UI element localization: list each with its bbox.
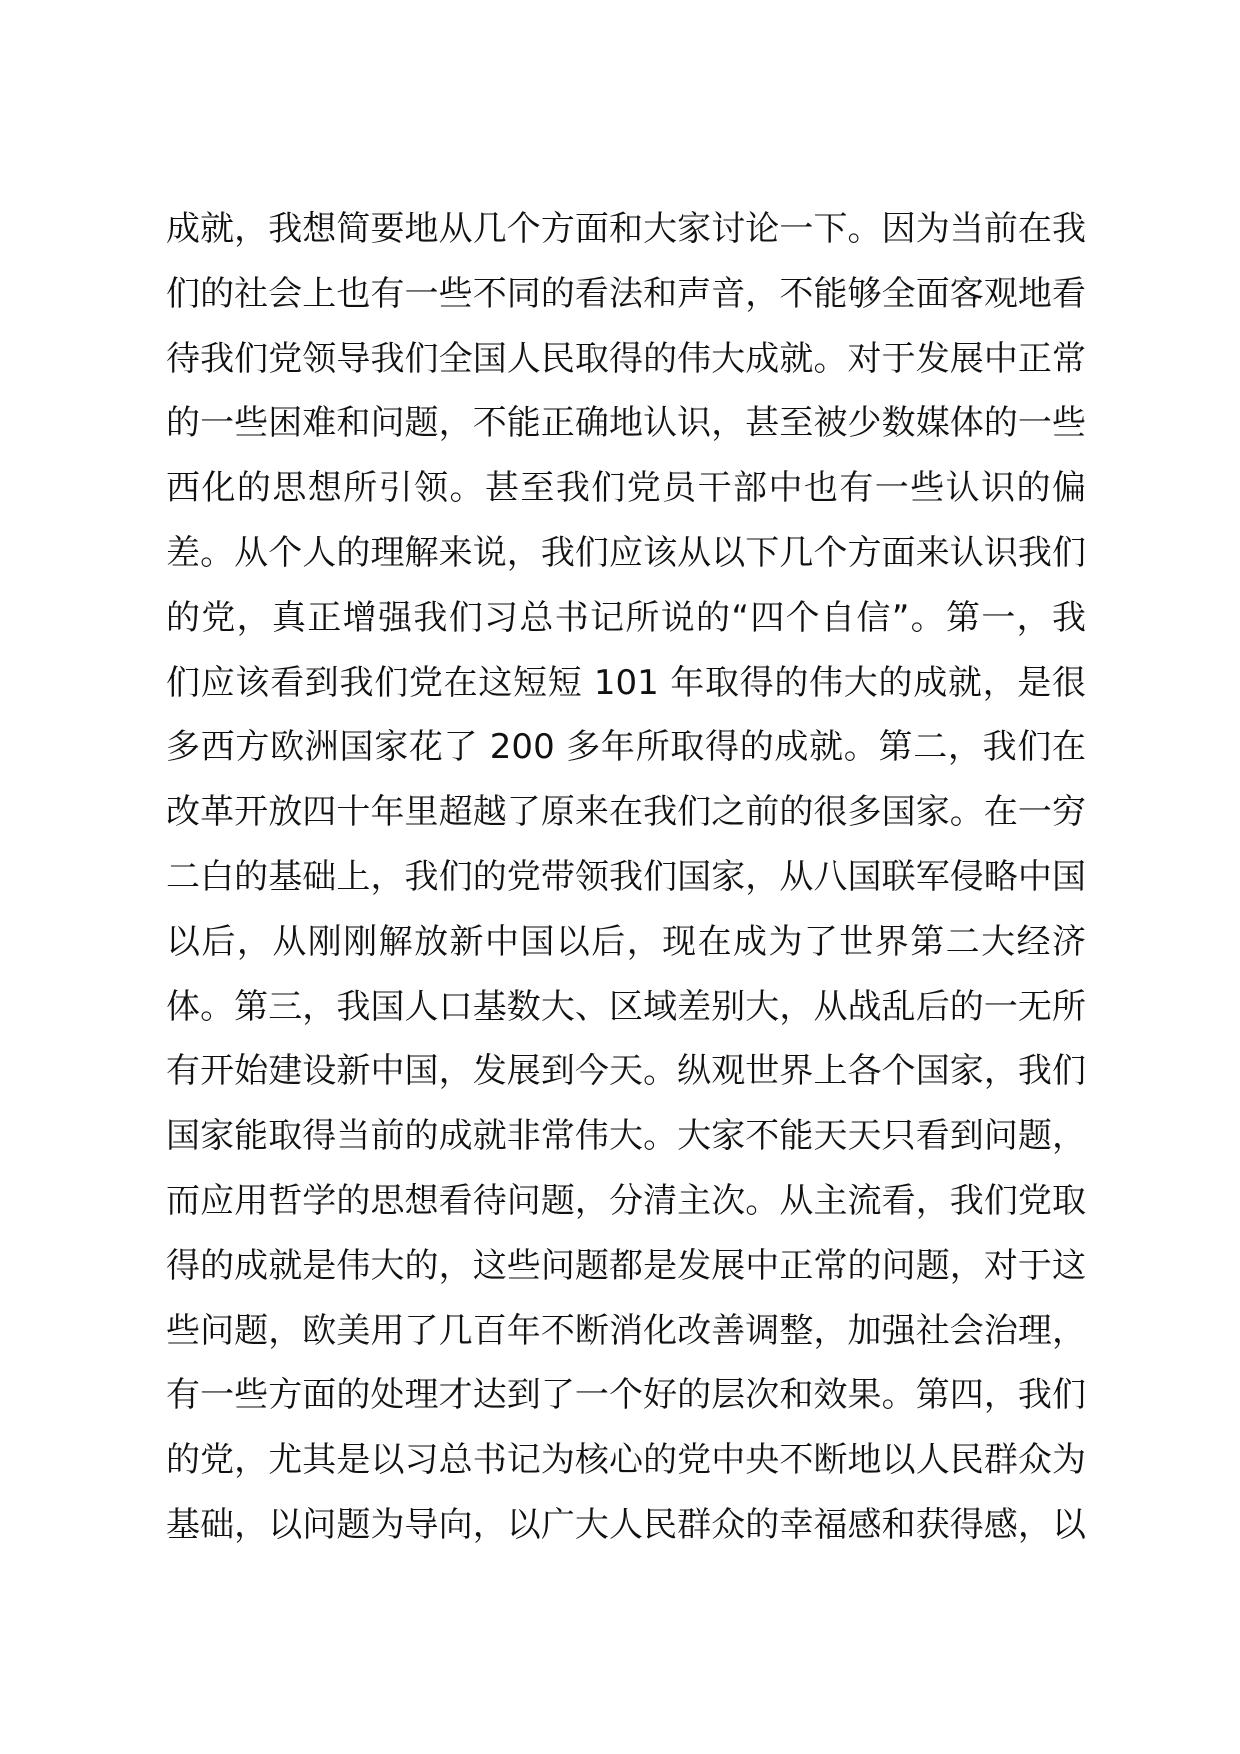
text-line: 的党，尤其是以习总书记为核心的党中央不断地以人民群众为 [166,1440,1086,1481]
text-line: 有开始建设新中国，发展到今天。纵观世界上各个国家，我们 [166,1051,1086,1092]
text-line: 有一些方面的处理才达到了一个好的层次和效果。第四，我们 [166,1375,1086,1416]
text-line: 国家能取得当前的成就非常伟大。大家不能天天只看到问题， [166,1116,1086,1157]
text-line: 体。第三，我国人口基数大、区域差别大，从战乱后的一无所 [166,986,1086,1027]
text-line: 二白的基础上，我们的党带领我们国家，从八国联军侵略中国 [166,856,1086,897]
text-line: 多西方欧洲国家花了 200 多年所取得的成就。第二，我们在 [166,727,1086,768]
text-line: 成就，我想简要地从几个方面和大家讨论一下。因为当前在我 [166,209,1086,249]
text-line: 们的社会上也有一些不同的看法和声音，不能够全面客观地看 [166,273,1086,314]
text-line: 得的成就是伟大的，这些问题都是发展中正常的问题，对于这 [166,1245,1086,1286]
text-line: 差。从个人的理解来说，我们应该从以下几个方面来认识我们 [166,532,1086,573]
text-line: 西化的思想所引领。甚至我们党员干部中也有一些认识的偏 [166,468,1086,509]
body-paragraph [166,197,1086,1558]
text-line: 待我们党领导我们全国人民取得的伟大成就。对于发展中正常 [166,338,1086,379]
text-line: 的党，真正增强我们习总书记所说的“四个自信”。第一，我 [166,597,1086,638]
text-line: 们应该看到我们党在这短短 101 年取得的伟大的成就，是很 [166,662,1086,703]
text-line: 基础，以问题为导向，以广大人民群众的幸福感和获得感，以 [166,1504,1086,1545]
text-line: 以后，从刚刚解放新中国以后，现在成为了世界第二大经济 [166,921,1086,962]
text-line: 而应用哲学的思想看待问题，分清主次。从主流看，我们党取 [166,1180,1086,1221]
text-line: 的一些困难和问题，不能正确地认识，甚至被少数媒体的一些 [166,403,1086,444]
text-line: 些问题，欧美用了几百年不断消化改善调整，加强社会治理， [166,1310,1086,1351]
text-line: 改革开放四十年里超越了原来在我们之前的很多国家。在一穷 [166,792,1086,833]
